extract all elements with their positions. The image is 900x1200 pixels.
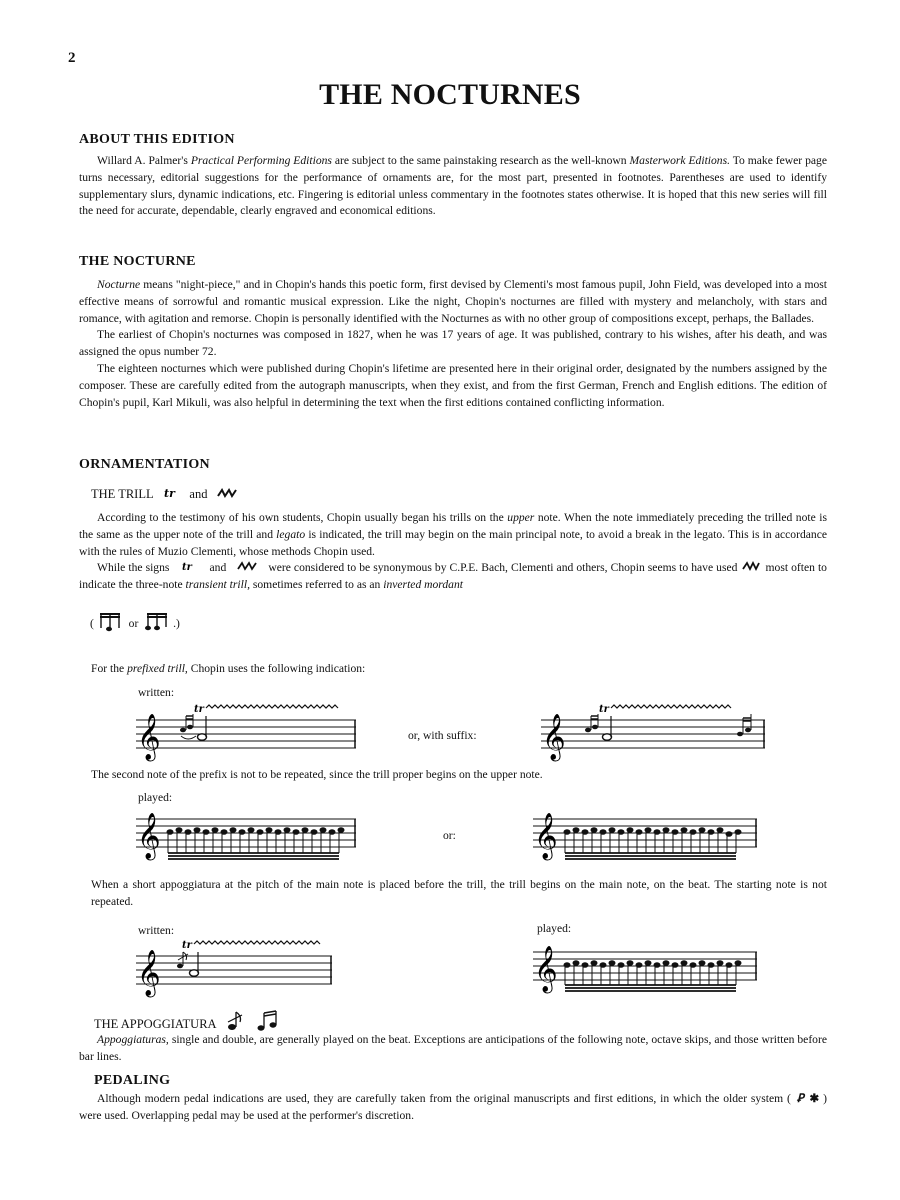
trill-subheading: THE TRILL tr and xyxy=(91,486,237,502)
grace-note xyxy=(177,964,183,969)
trill-wavy-line xyxy=(611,705,731,708)
treble-clef: 𝄞 xyxy=(137,714,161,760)
played-label: played: xyxy=(138,791,173,804)
trill-wavy-line xyxy=(206,705,338,708)
pedal-mark-icon: Ꝑ xyxy=(796,1092,804,1105)
about-paragraph: Willard A. Palmer's Practical Performing Editions are subject to the same painstaking research as the well-known Masterwork Editions. To make fewer page turns necessary, editorial suggestions for the performance of ornaments are, for the most part, presented in footnotes. Parentheses are used to identify supplementary slurs, dynamic indications, etc. Fingering is editorial unless commentary in the footnotes states otherwise. It is hoped that this new series will fill the need for accurate, dependable, clearly engraved and economical editions. xyxy=(79,154,827,218)
three-note-figure-icon xyxy=(144,610,170,634)
trill-text xyxy=(79,510,827,594)
trill-mark: tr xyxy=(182,940,192,951)
trill-paragraph-2: While the signs tr and were considered to be synonymous by C.P.E. Bach, Clementi and others, Chopin seems to have used most often to indicate the three-note transient trill, sometimes referred to as an inverted mordant xyxy=(79,561,827,592)
suffix-note xyxy=(745,728,751,733)
nocturne-paragraph-2: The earliest of Chopin's nocturnes was composed in 1827, when he was 17 years of age. It was published, contrary to his wishes, after his death, and was assigned the opus number 72. xyxy=(79,328,827,359)
written-label-2: written: xyxy=(138,924,175,937)
treble-clef: 𝄞 xyxy=(534,813,558,859)
about-heading: ABOUT THIS EDITION xyxy=(79,132,235,147)
grace-note xyxy=(592,725,598,730)
nocturne-text xyxy=(79,277,827,411)
page-title: THE NOCTURNES xyxy=(319,78,581,111)
with-suffix-label: or, with suffix: xyxy=(408,729,477,742)
appoggiatura-paragraph: Appoggiaturas, single and double, are generally played on the beat. Exceptions are anticipations of the following note, octave skips, and those written before bar lines. xyxy=(79,1033,827,1063)
nocturne-paragraph-1: Nocturne means "night-piece," and in Chopin's hands this poetic form, first devised by Clementi's most famous pupil, John Field, was developed into a most effective means of sorrowful and romantic musical expression. Like the night, Chopin's nocturnes are filled with mystery and melancholy, with stars and romance, with agitation and remorse. Chopin is personally identified with the Nocturnes as with no other group of compositions except, perhaps, the Ballades. xyxy=(79,278,827,325)
prefixed-trill-intro: For the prefixed trill, Chopin uses the following indication: xyxy=(91,662,366,675)
prefixed-trill-suffix-staff xyxy=(541,700,767,762)
ornamentation-heading: ORNAMENTATION xyxy=(79,457,210,472)
short-appoggiatura-text: When a short appoggiatura at the pitch of the main note is placed before the trill, the trill begins on the main note, on the beat. The starting note is not repeated. xyxy=(91,878,827,908)
treble-clef: 𝄞 xyxy=(534,946,558,992)
prefix-note-text: The second note of the prefix is not to be repeated, since the trill proper begins on the upper note. xyxy=(91,768,543,781)
trill-sign-icon xyxy=(180,560,198,572)
pedaling-paragraph: Although modern pedal indications are used, they are carefully taken from the original manuscripts and first editions, in which the older system ( Ꝑ ✱ ) were used. Overlapping pedal may be used at the performer's discretion. xyxy=(79,1092,827,1122)
single-appoggiatura-icon xyxy=(225,1010,245,1032)
half-note xyxy=(603,734,612,740)
trill-mark: tr xyxy=(599,704,609,715)
treble-clef: 𝄞 xyxy=(137,813,161,859)
appoggiatura-subheading: THE APPOGGIATURA xyxy=(94,1010,280,1032)
trill-sign-icon xyxy=(162,486,180,500)
thirty-second-note-run xyxy=(564,828,741,859)
treble-clef: 𝄞 xyxy=(542,714,566,760)
trill-wavy-line xyxy=(194,941,320,944)
mordent-sign-icon xyxy=(742,561,760,571)
double-appoggiatura-icon xyxy=(256,1010,280,1032)
nocturne-paragraph-3: The eighteen nocturnes which were published during Chopin's lifetime are presented here in their original order, designated by the numbers assigned by the composer. These are carefully edited from the autograph manuscripts, when they exist, and from the first German, French and English editions. The edition of Chopin's pupil, Karl Mikuli, was also helpful in determining the text when the first editions contained conflicting information. xyxy=(79,361,827,409)
mordent-sign-icon xyxy=(217,487,237,499)
grace-note xyxy=(585,728,591,733)
or-label: or: xyxy=(443,829,456,842)
written-label: written: xyxy=(138,686,175,699)
svg-text:tr: tr xyxy=(164,487,176,500)
appoggiatura-trill-played-staff xyxy=(533,938,759,996)
trill-mark: tr xyxy=(194,704,204,715)
pedaling-heading: PEDALING xyxy=(94,1073,171,1088)
pedal-release-icon: ✱ xyxy=(809,1092,820,1105)
svg-text:tr: tr xyxy=(182,562,193,573)
grace-note xyxy=(187,725,193,730)
suffix-note xyxy=(737,732,743,737)
half-note xyxy=(198,734,207,740)
thirty-second-note-run xyxy=(167,828,344,859)
prefixed-trill-played-alt-staff xyxy=(533,805,759,865)
inverted-mordant-examples: ( or .) xyxy=(90,610,180,634)
grace-note xyxy=(180,728,186,733)
treble-clef: 𝄞 xyxy=(137,950,161,996)
three-note-figure-icon xyxy=(97,610,123,634)
trill-paragraph-1: According to the testimony of his own students, Chopin usually began his trills on the upper note. When the note immediately preceding the trilled note is the same as the upper note of the trill and legato is indicated, the trill may begin on the main principal note, to avoid a break in the legato. This is in accordance with the rules of Muzio Clementi, whose methods Chopin used. xyxy=(79,511,827,558)
mordent-sign-icon xyxy=(237,561,257,571)
prefixed-trill-played-staff xyxy=(136,805,358,865)
played-label-2: played: xyxy=(537,922,572,935)
page-number: 2 xyxy=(68,50,76,66)
half-note xyxy=(190,970,199,976)
appoggiatura-trill-written-staff xyxy=(136,936,336,998)
prefixed-trill-written-staff xyxy=(136,700,358,762)
thirty-second-note-run xyxy=(564,961,741,991)
nocturne-heading: THE NOCTURNE xyxy=(79,254,196,269)
